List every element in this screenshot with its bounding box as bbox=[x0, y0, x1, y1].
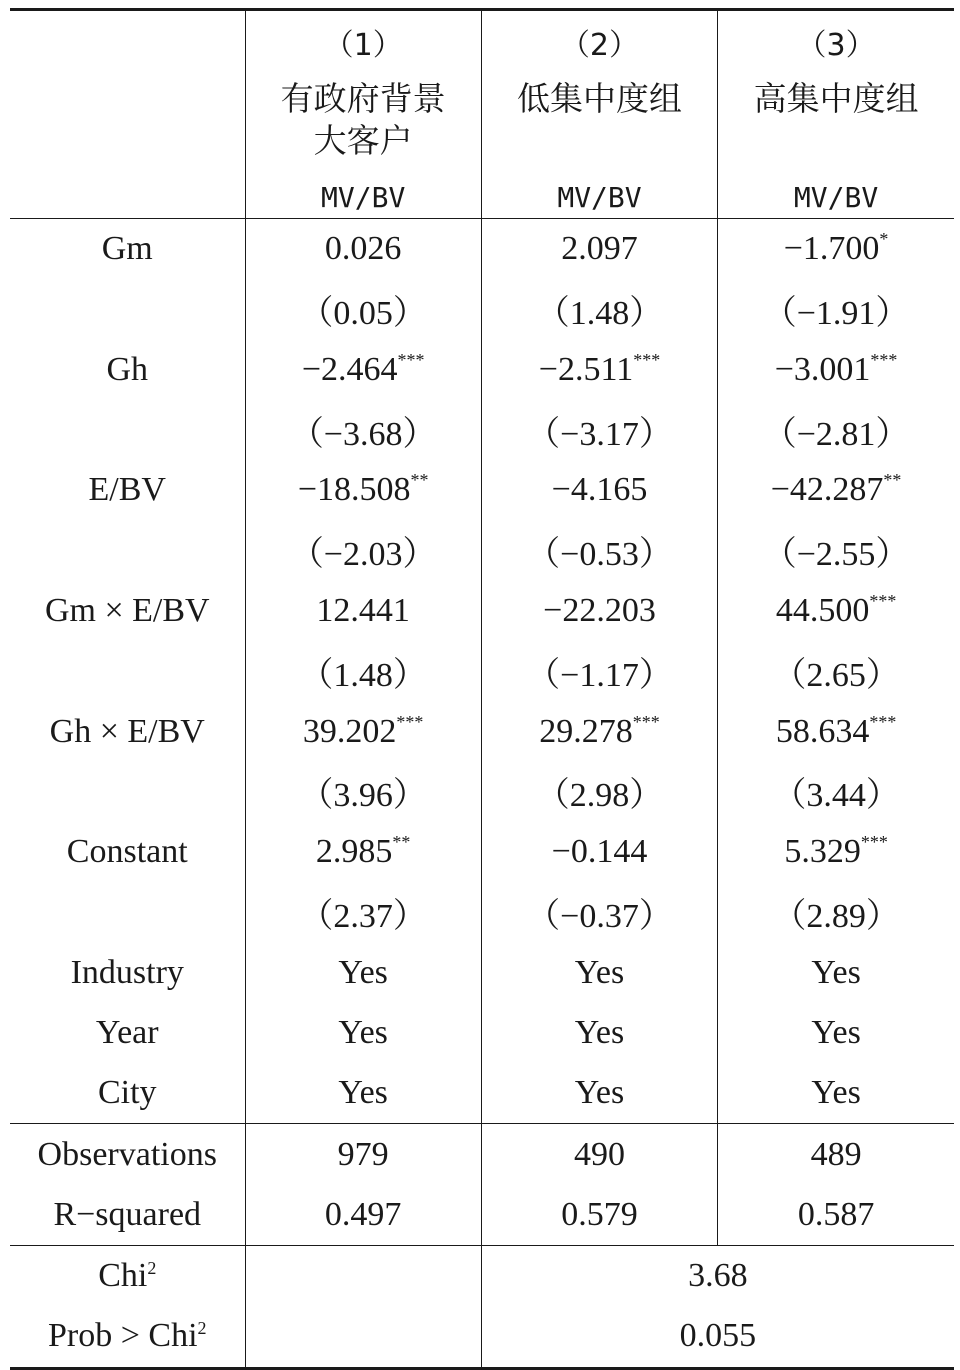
row-label: R−squared bbox=[10, 1185, 245, 1246]
row-label bbox=[10, 400, 245, 460]
table-cell bbox=[481, 400, 717, 460]
cell-value: 2.097 bbox=[561, 230, 638, 268]
table-cell bbox=[481, 882, 717, 942]
row-label: Gh × E/BV bbox=[10, 701, 245, 761]
superscript: 2 bbox=[147, 1258, 157, 1279]
table-cell bbox=[718, 822, 954, 882]
table-cell bbox=[718, 762, 954, 822]
cell-value: −2.464 bbox=[301, 350, 398, 388]
dependent-variable: MV/BV bbox=[557, 180, 642, 214]
row-label: Gm bbox=[10, 219, 245, 280]
table-cell bbox=[481, 762, 717, 822]
table-cell: 489 bbox=[718, 1124, 954, 1185]
cell-value: 5.329 bbox=[784, 833, 861, 871]
table-row bbox=[10, 822, 954, 882]
table-cell bbox=[481, 279, 717, 339]
cell-value: 0.026 bbox=[324, 230, 402, 268]
table-cell bbox=[245, 340, 481, 400]
row-label bbox=[10, 279, 245, 339]
table-row bbox=[10, 520, 954, 580]
significance-stars: *** bbox=[633, 349, 661, 370]
table-cell bbox=[718, 460, 954, 520]
cell-value: Yes bbox=[338, 953, 388, 991]
row-label: City bbox=[10, 1063, 245, 1124]
cell-value: −42.287 bbox=[770, 471, 884, 509]
header-col-1 bbox=[245, 10, 481, 219]
table-row bbox=[10, 1185, 954, 1246]
cell-value: （1.48） bbox=[535, 294, 664, 332]
significance-stars: *** bbox=[397, 349, 425, 370]
row-label bbox=[10, 1246, 245, 1307]
table-cell bbox=[481, 581, 717, 641]
table-cell bbox=[718, 219, 954, 280]
table-cell: 490 bbox=[481, 1124, 717, 1185]
cell-value: Yes bbox=[574, 953, 625, 991]
cell-value: （3.44） bbox=[772, 777, 900, 815]
cell-value: Yes bbox=[338, 1074, 388, 1112]
cell-value: −0.144 bbox=[551, 833, 648, 871]
table-row bbox=[10, 762, 954, 822]
table-cell bbox=[245, 882, 481, 942]
test-rows bbox=[10, 1246, 954, 1369]
table-cell bbox=[718, 1063, 954, 1124]
table-row bbox=[10, 1124, 954, 1185]
table-cell bbox=[245, 1063, 481, 1124]
column-number: （2） bbox=[559, 27, 640, 63]
row-label-text: Prob > Chi bbox=[47, 1317, 198, 1355]
row-label: Industry bbox=[10, 943, 245, 1003]
column-title bbox=[246, 72, 481, 178]
table-cell bbox=[718, 943, 954, 1003]
row-label bbox=[10, 762, 245, 822]
table-cell bbox=[245, 822, 481, 882]
table-cell bbox=[718, 581, 954, 641]
dependent-variable: MV/BV bbox=[321, 180, 406, 214]
cell-value: （−2.03） bbox=[289, 536, 437, 574]
table-cell bbox=[481, 1063, 717, 1124]
table-cell bbox=[245, 219, 481, 280]
table-cell bbox=[718, 520, 954, 580]
dependent-variable: MV/BV bbox=[793, 180, 879, 214]
column-title-line: 有政府背景 bbox=[280, 78, 446, 118]
regression-table bbox=[10, 8, 954, 1370]
header-col-3 bbox=[718, 10, 954, 219]
cell-value: （3.96） bbox=[299, 777, 427, 815]
table-row bbox=[10, 340, 954, 400]
significance-stars: *** bbox=[870, 349, 898, 370]
row-label: Gm × E/BV bbox=[10, 581, 245, 641]
header-row bbox=[10, 10, 954, 219]
table-cell bbox=[481, 340, 717, 400]
significance-stars: *** bbox=[869, 590, 897, 611]
column-title-line: 低集中度组 bbox=[516, 78, 682, 118]
empty-cell bbox=[245, 1306, 481, 1368]
cell-value: （2.65） bbox=[772, 656, 900, 694]
table-cell bbox=[718, 882, 954, 942]
row-label: Constant bbox=[10, 822, 245, 882]
test-value: 3.68 bbox=[481, 1246, 954, 1307]
table-row bbox=[10, 581, 954, 641]
table-cell bbox=[481, 460, 717, 520]
cell-value: （−2.81） bbox=[762, 415, 910, 453]
cell-value: −3.001 bbox=[774, 350, 871, 388]
table-cell bbox=[245, 762, 481, 822]
significance-stars: *** bbox=[869, 711, 897, 732]
significance-stars: *** bbox=[860, 832, 888, 853]
table-cell: 0.579 bbox=[481, 1185, 717, 1246]
table-row bbox=[10, 943, 954, 1003]
cell-value: Yes bbox=[574, 1074, 625, 1112]
empty-cell bbox=[245, 1246, 481, 1307]
cell-value: （−3.68） bbox=[289, 415, 437, 453]
table-cell bbox=[245, 460, 481, 520]
cell-value: −22.203 bbox=[543, 591, 656, 629]
table-row bbox=[10, 219, 954, 280]
cell-value: 29.278 bbox=[539, 712, 633, 750]
header-stub bbox=[10, 10, 245, 219]
table-row bbox=[10, 460, 954, 520]
cell-value: 44.500 bbox=[775, 591, 870, 629]
table-cell bbox=[245, 641, 481, 701]
cell-value: （2.98） bbox=[535, 777, 664, 815]
coefficient-rows bbox=[10, 219, 954, 1124]
table-cell bbox=[718, 279, 954, 339]
table-cell: 0.587 bbox=[797, 1195, 875, 1233]
table-cell: 979 bbox=[245, 1124, 481, 1185]
table-row bbox=[10, 882, 954, 942]
table-cell bbox=[481, 520, 717, 580]
cell-value: −4.165 bbox=[551, 471, 648, 509]
superscript: 2 bbox=[197, 1318, 207, 1339]
cell-value: Yes bbox=[811, 1074, 861, 1112]
cell-value: （1.48） bbox=[299, 656, 427, 694]
table-cell bbox=[481, 1003, 717, 1063]
row-label bbox=[10, 520, 245, 580]
cell-value: （−0.37） bbox=[526, 897, 673, 935]
header-col-2 bbox=[481, 10, 717, 219]
row-label bbox=[10, 882, 245, 942]
cell-value: 2.985 bbox=[315, 833, 393, 871]
table-cell bbox=[481, 219, 717, 280]
row-label: E/BV bbox=[10, 460, 245, 520]
cell-value: Yes bbox=[811, 1014, 861, 1051]
table-row bbox=[10, 701, 954, 761]
significance-stars: *** bbox=[632, 711, 660, 732]
test-value: 0.055 bbox=[481, 1306, 954, 1368]
column-title bbox=[482, 72, 717, 178]
cell-value: （−3.17） bbox=[526, 415, 673, 453]
cell-value: Yes bbox=[574, 1014, 625, 1051]
table-cell bbox=[718, 1003, 954, 1063]
table-row bbox=[10, 1306, 954, 1368]
significance-stars: * bbox=[879, 229, 889, 250]
cell-value: （−2.55） bbox=[762, 536, 910, 574]
table-cell bbox=[481, 701, 717, 761]
row-label: Year bbox=[10, 1003, 245, 1063]
cell-value: （−0.53） bbox=[526, 536, 673, 574]
table-cell: 0.497 bbox=[245, 1185, 481, 1246]
table-cell bbox=[245, 520, 481, 580]
table-cell bbox=[245, 943, 481, 1003]
cell-value: Yes bbox=[338, 1014, 388, 1051]
cell-value: （2.89） bbox=[772, 897, 900, 935]
column-title-line: 大客户 bbox=[313, 120, 413, 160]
table-row bbox=[10, 279, 954, 339]
row-label bbox=[10, 1306, 245, 1368]
statistics-rows bbox=[10, 1124, 954, 1246]
table-cell bbox=[718, 400, 954, 460]
table-cell bbox=[245, 400, 481, 460]
table-cell bbox=[718, 701, 954, 761]
table-cell bbox=[245, 701, 481, 761]
cell-value: −1.700 bbox=[783, 230, 880, 268]
table-cell bbox=[245, 1003, 481, 1063]
table-row bbox=[10, 400, 954, 460]
table-row bbox=[10, 641, 954, 701]
cell-value: 12.441 bbox=[316, 591, 410, 629]
table-cell bbox=[481, 641, 717, 701]
table-row bbox=[10, 1246, 954, 1307]
table-cell bbox=[718, 641, 954, 701]
cell-value: （0.05） bbox=[299, 294, 427, 332]
column-number: （1） bbox=[323, 27, 403, 63]
table-row bbox=[10, 1003, 954, 1063]
cell-value: （−1.91） bbox=[762, 294, 910, 332]
table-cell bbox=[245, 279, 481, 339]
row-label: Observations bbox=[10, 1124, 245, 1185]
significance-stars: ** bbox=[883, 470, 902, 491]
cell-value: （−1.17） bbox=[526, 656, 673, 694]
cell-value: 39.202 bbox=[302, 712, 397, 750]
column-number: （3） bbox=[796, 27, 876, 63]
row-label-text: Chi bbox=[98, 1257, 148, 1295]
cell-value: −2.511 bbox=[538, 350, 634, 388]
cell-value: 58.634 bbox=[775, 712, 870, 750]
table-cell bbox=[245, 581, 481, 641]
significance-stars: ** bbox=[392, 832, 411, 853]
row-label: Gh bbox=[10, 340, 245, 400]
table-row bbox=[10, 1063, 954, 1124]
column-title-line: 高集中度组 bbox=[753, 78, 919, 118]
row-label bbox=[10, 641, 245, 701]
significance-stars: ** bbox=[410, 470, 429, 491]
cell-value: −18.508 bbox=[297, 471, 411, 509]
significance-stars: *** bbox=[396, 711, 424, 732]
table-cell bbox=[718, 340, 954, 400]
cell-value: （2.37） bbox=[299, 897, 427, 935]
table-cell bbox=[481, 943, 717, 1003]
cell-value: Yes bbox=[811, 953, 861, 991]
column-title bbox=[718, 72, 954, 178]
table-cell bbox=[481, 822, 717, 882]
